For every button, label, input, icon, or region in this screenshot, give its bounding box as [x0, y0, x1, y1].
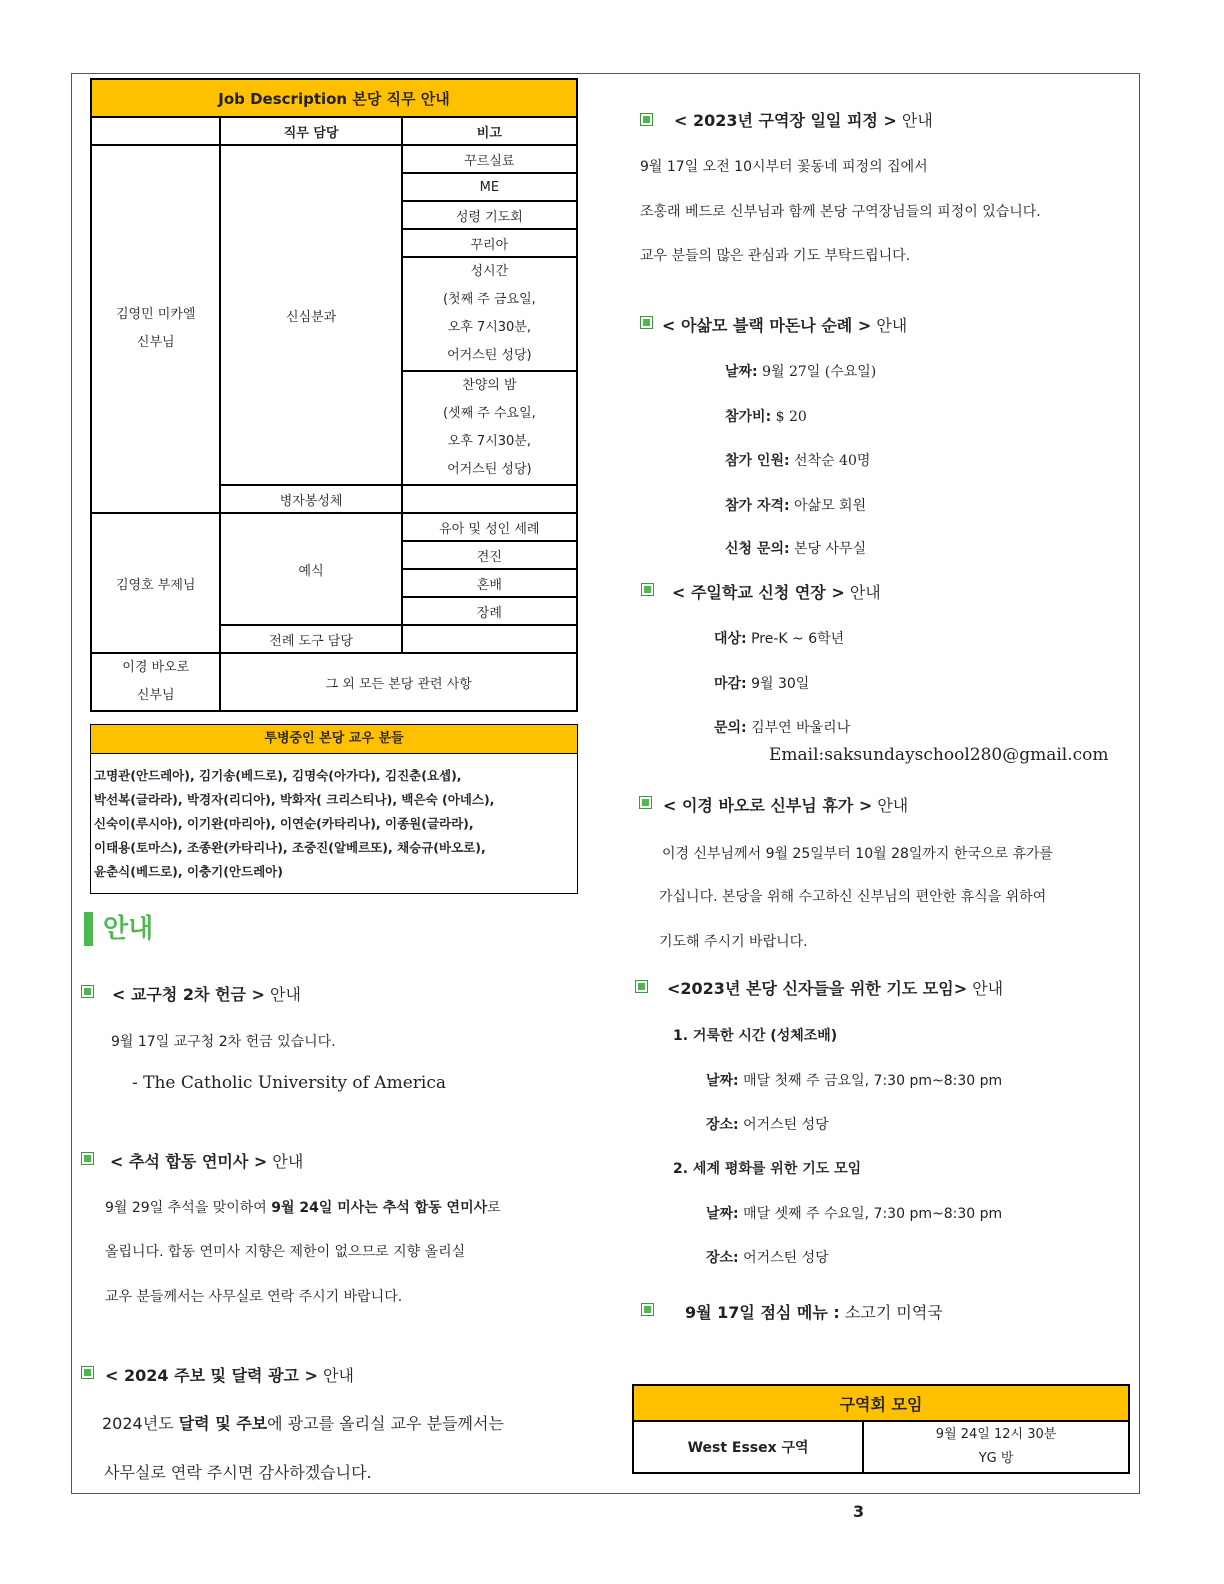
district-table-title: 구역회 모임 [633, 1385, 1129, 1421]
pilgrimage-date: 날짜: 9월 27일 (수요일) [725, 364, 877, 380]
notice-marker-icon [81, 985, 94, 998]
sick-list-title: 투병중인 본당 교우 분들 [91, 725, 577, 754]
page-number: 3 [853, 1502, 865, 1521]
note-adoration: 성시간 (첫째 주 금요일, 오후 7시30분, 어거스틴 성당) [402, 257, 577, 371]
sick-list-line: 이태용(토마스), 조종완(카타리나), 조중진(알베르또), 채승규(바오로), [94, 840, 486, 855]
district-meeting-table [632, 1384, 1130, 1474]
notice-ads-title: < 2024 주보 및 달력 광고 > 안내 [105, 1366, 354, 1385]
notice-vacation-title: < 이경 바오로 신부님 휴가 > 안내 [663, 796, 909, 815]
person-kim-youngho: 김영호 부제님 [91, 513, 220, 653]
notice-retreat-line: 9월 17일 오전 10시부터 꽃동네 피정의 집에서 [640, 159, 928, 175]
notice-marker-icon [640, 113, 653, 126]
notice-marker-icon [639, 796, 652, 809]
note-cell: 꾸리아 [402, 229, 577, 257]
notice-retreat-line: 교우 분들의 많은 관심과 기도 부탁드립니다. [640, 248, 911, 264]
sick-list-line: 고명관(안드레아), 김기송(베드로), 김명숙(아가다), 김진춘(요셉), [94, 768, 462, 783]
duty-other: 그 외 모든 본당 관련 사항 [220, 653, 577, 711]
notice-pilgrimage-title: < 아삶모 블랙 마돈나 순례 > 안내 [662, 316, 908, 335]
pilgrimage-capacity: 참가 인원: 선착순 40명 [725, 453, 871, 469]
person-kim-youngmin: 김영민 미카엘 신부님 [91, 145, 220, 513]
duty-rites: 예식 [220, 513, 401, 625]
notice-retreat-line: 조홍래 베드로 신부님과 함께 본당 구역장님들의 피정이 있습니다. [640, 204, 1041, 220]
duty-liturgy-tools: 전례 도구 담당 [220, 625, 401, 653]
pilgrimage-eligibility: 참가 자격: 아삶모 회원 [725, 498, 867, 514]
notice-retreat-title: < 2023년 구역장 일일 피정 > 안내 [674, 111, 933, 130]
note-cell: 견진 [402, 541, 577, 569]
prayer-sub2-title: 2. 세계 평화를 위한 기도 모임 [673, 1161, 862, 1177]
note-cell: 꾸르실료 [402, 145, 577, 173]
notice-marker-icon [81, 1152, 94, 1165]
notice-ads-line: 사무실로 연락 주시면 감사하겠습니다. [104, 1463, 372, 1482]
pilgrimage-inquiry: 신청 문의: 본당 사무실 [725, 541, 867, 557]
prayer-sub1-place: 장소: 어거스틴 성당 [706, 1117, 829, 1133]
sundayschool-deadline: 마감: 9월 30일 [714, 676, 810, 692]
sick-list-body [91, 754, 577, 884]
district-name: West Essex 구역 [633, 1421, 863, 1473]
notice-chuseok-line: 교우 분들께서는 사무실로 연락 주시기 바랍니다. [105, 1289, 403, 1305]
sick-list-line: 박선복(글라라), 박경자(리디아), 박화자( 크리스티나), 백은숙 (아네스), [94, 792, 495, 807]
person-lee-kyung: 이경 바오로 신부님 [91, 653, 220, 711]
note-cell: 성령 기도회 [402, 201, 577, 229]
notice-vacation-line: 가십니다. 본당을 위해 수고하신 신부님의 편안한 휴식을 위하여 [659, 889, 1047, 905]
notice-chuseok-title: < 추석 합동 연미사 > 안내 [110, 1152, 304, 1171]
notice-chuseok-line: 9월 29일 추석을 맞이하여 9월 24일 미사는 추석 합동 연미사로 [105, 1200, 501, 1216]
notice-offering-title: < 교구청 2차 헌금 > 안내 [112, 985, 301, 1004]
notice-marker-icon [641, 583, 654, 596]
notice-vacation-line: 이경 신부님께서 9월 25일부터 10월 28일까지 한국으로 휴가를 [662, 846, 1054, 862]
duty-sick-communion: 병자봉성체 [220, 485, 401, 513]
note-cell: ME [402, 173, 577, 201]
prayer-sub1-title: 1. 거룩한 시간 (성체조배) [673, 1028, 838, 1044]
col-duty-header: 직무 담당 [220, 117, 401, 145]
section-title: 안내 [103, 914, 154, 944]
notice-offering-line: 9월 17일 교구청 2차 헌금 있습니다. [111, 1034, 336, 1050]
job-description-table [90, 78, 578, 712]
pilgrimage-fee: 참가비: $ 20 [725, 409, 807, 425]
notice-vacation-line: 기도해 주시기 바랍니다. [659, 934, 808, 950]
notice-marker-icon [640, 316, 653, 329]
note-praise: 찬양의 밤 (셋째 주 수요일, 오후 7시30분, 어거스틴 성당) [402, 371, 577, 485]
notice-sundayschool-title: < 주일학교 신청 연장 > 안내 [672, 583, 881, 602]
prayer-sub2-date: 날짜: 매달 셋째 주 수요일, 7:30 pm~8:30 pm [706, 1206, 1003, 1222]
sundayschool-inquiry: 문의: 김부연 바울리나 [714, 720, 851, 736]
sick-parishioners-box [90, 724, 578, 894]
sundayschool-target: 대상: Pre-K ~ 6학년 [714, 631, 845, 647]
sick-list-line: 신숙이(루시아), 이기완(마리아), 이연순(카타리나), 이종원(글라라), [94, 816, 474, 831]
sundayschool-email: Email:saksundayschool280@gmail.com [769, 745, 1109, 765]
job-table-title: Job Description 본당 직무 안내 [91, 79, 577, 117]
col-note-header: 비고 [402, 117, 577, 145]
note-cell: 혼배 [402, 569, 577, 597]
section-bar [84, 912, 93, 946]
prayer-sub1-date: 날짜: 매달 첫째 주 금요일, 7:30 pm~8:30 pm [706, 1073, 1003, 1089]
notice-lunch-menu: 9월 17일 점심 메뉴 : 소고기 미역국 [685, 1303, 943, 1322]
notice-marker-icon [81, 1366, 94, 1379]
notice-chuseok-line: 올립니다. 합동 연미사 지향은 제한이 없으므로 지향 올리실 [105, 1244, 466, 1260]
note-cell: 장례 [402, 597, 577, 625]
notice-prayer-title: <2023년 본당 신자들을 위한 기도 모임> 안내 [667, 979, 1004, 998]
notice-marker-icon [641, 1303, 654, 1316]
sick-list-line: 윤춘식(베드로), 이충기(안드레아) [94, 864, 283, 879]
notice-offering-line: - The Catholic University of America [132, 1073, 446, 1093]
notice-marker-icon [635, 980, 648, 993]
note-cell: 유아 및 성인 세례 [402, 513, 577, 541]
prayer-sub2-place: 장소: 어거스틴 성당 [706, 1250, 829, 1266]
district-time: 9월 24일 12시 30분 YG 방 [863, 1421, 1129, 1473]
notice-ads-line: 2024년도 달력 및 주보에 광고를 올리실 교우 분들께서는 [102, 1414, 504, 1433]
duty-sinsim: 신심분과 [220, 145, 401, 485]
